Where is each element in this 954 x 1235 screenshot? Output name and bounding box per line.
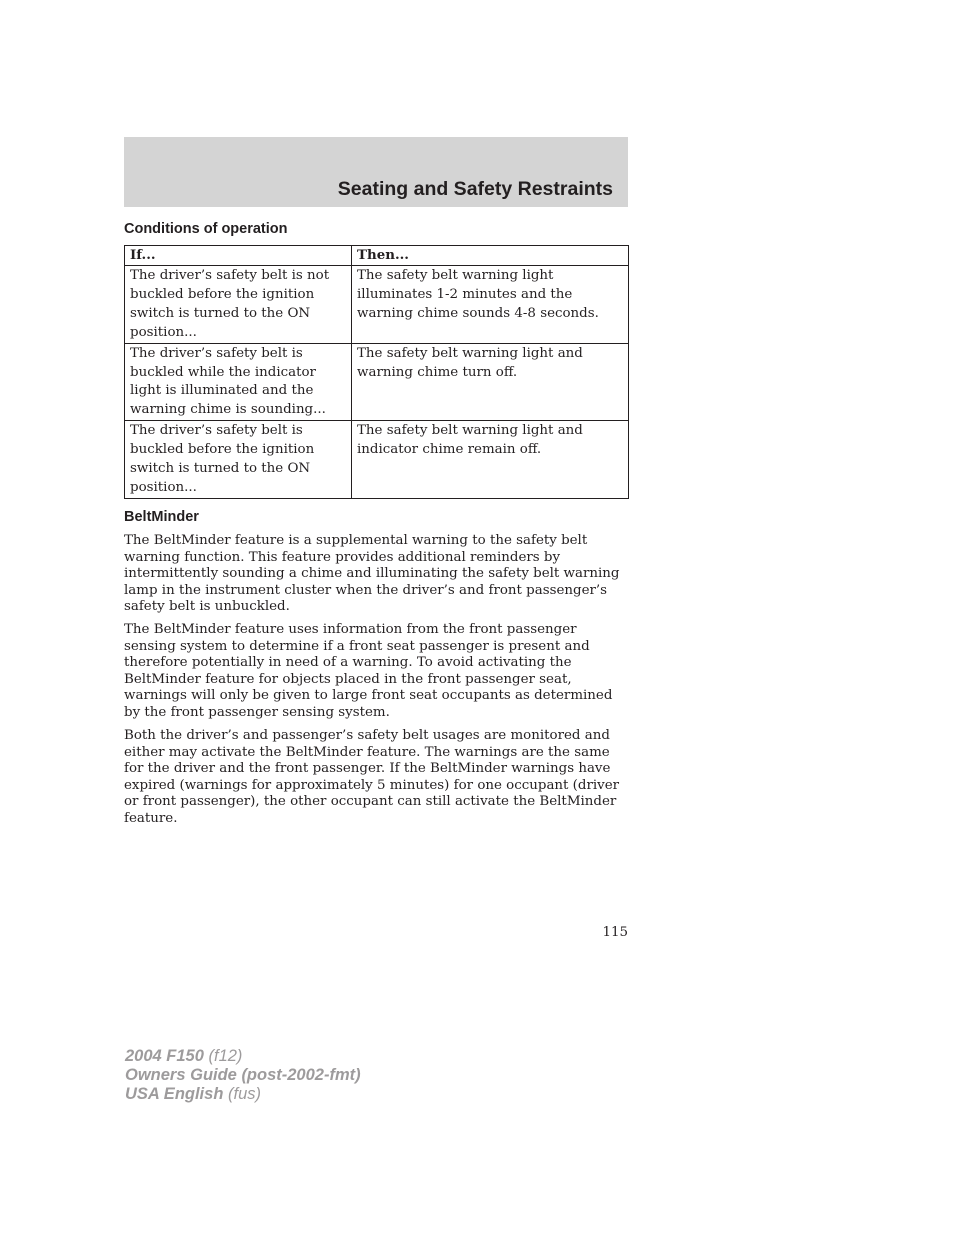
table-row (125, 266, 629, 344)
table-header-row (125, 246, 629, 266)
table-row (125, 421, 629, 499)
beltminder-heading: BeltMinder (124, 509, 199, 525)
column-header-then: Then... (352, 246, 629, 266)
section-header-band (124, 137, 628, 207)
table-cell-if: The driver’s safety belt is buckled before the ignition switch is turned to the ON position... (125, 421, 352, 499)
conditions-table (124, 245, 629, 499)
table-cell-then: The safety belt warning light and indicator chime remain off. (352, 421, 629, 499)
footer-model: 2004 F150 (125, 1047, 204, 1065)
body-paragraph: The BeltMinder feature uses information from the front passenger sensing system to determine if a front seat passenger is present and therefore potentially in need of a warning. To avoid activating the BeltMinder feature for objects placed in the front passenger seat, warnings will only be given to large front seat occupants as determined by the front passenger sensing system. (124, 622, 613, 720)
table-cell-then: The safety belt warning light illuminates 1-2 minutes and the warning chime sounds 4-8 seconds. (352, 266, 629, 344)
table-cell-if: The driver’s safety belt is buckled while the indicator light is illuminated and the warning chime is sounding... (125, 343, 352, 421)
footer-line-language (125, 1085, 361, 1104)
column-header-if: If... (125, 246, 352, 266)
footer-model-code: (f12) (208, 1047, 243, 1065)
footer-line-model (125, 1047, 361, 1066)
footer-language-code: (fus) (228, 1085, 261, 1103)
page-number: 115 (602, 925, 628, 940)
table-cell-if: The driver’s safety belt is not buckled before the ignition switch is turned to the ON position... (125, 266, 352, 344)
table-row (125, 343, 629, 421)
body-paragraph: Both the driver’s and passenger’s safety belt usages are monitored and either may activate the BeltMinder feature. The warnings are the same for the driver and the front passenger. If the BeltMinder warnings have expired (warnings for approximately 5 minutes) for one occupant (driver or front passenger), the other occupant can still activate the BeltMinder feature. (124, 728, 620, 826)
conditions-heading: Conditions of operation (124, 221, 288, 237)
body-paragraph: The BeltMinder feature is a supplemental warning to the safety belt warning function. This feature provides additional reminders by intermittently sounding a chime and illuminating the safety belt warning lamp in the instrument cluster when the driver’s and front passenger’s safety belt is unbuckled. (124, 533, 620, 614)
footer-line-guide (125, 1066, 361, 1085)
section-title: Seating and Safety Restraints (337, 178, 613, 200)
document-footer (125, 1047, 361, 1104)
footer-guide: Owners Guide (post-2002-fmt) (125, 1066, 361, 1084)
table-cell-then: The safety belt warning light and warning chime turn off. (352, 343, 629, 421)
footer-language: USA English (125, 1085, 224, 1103)
